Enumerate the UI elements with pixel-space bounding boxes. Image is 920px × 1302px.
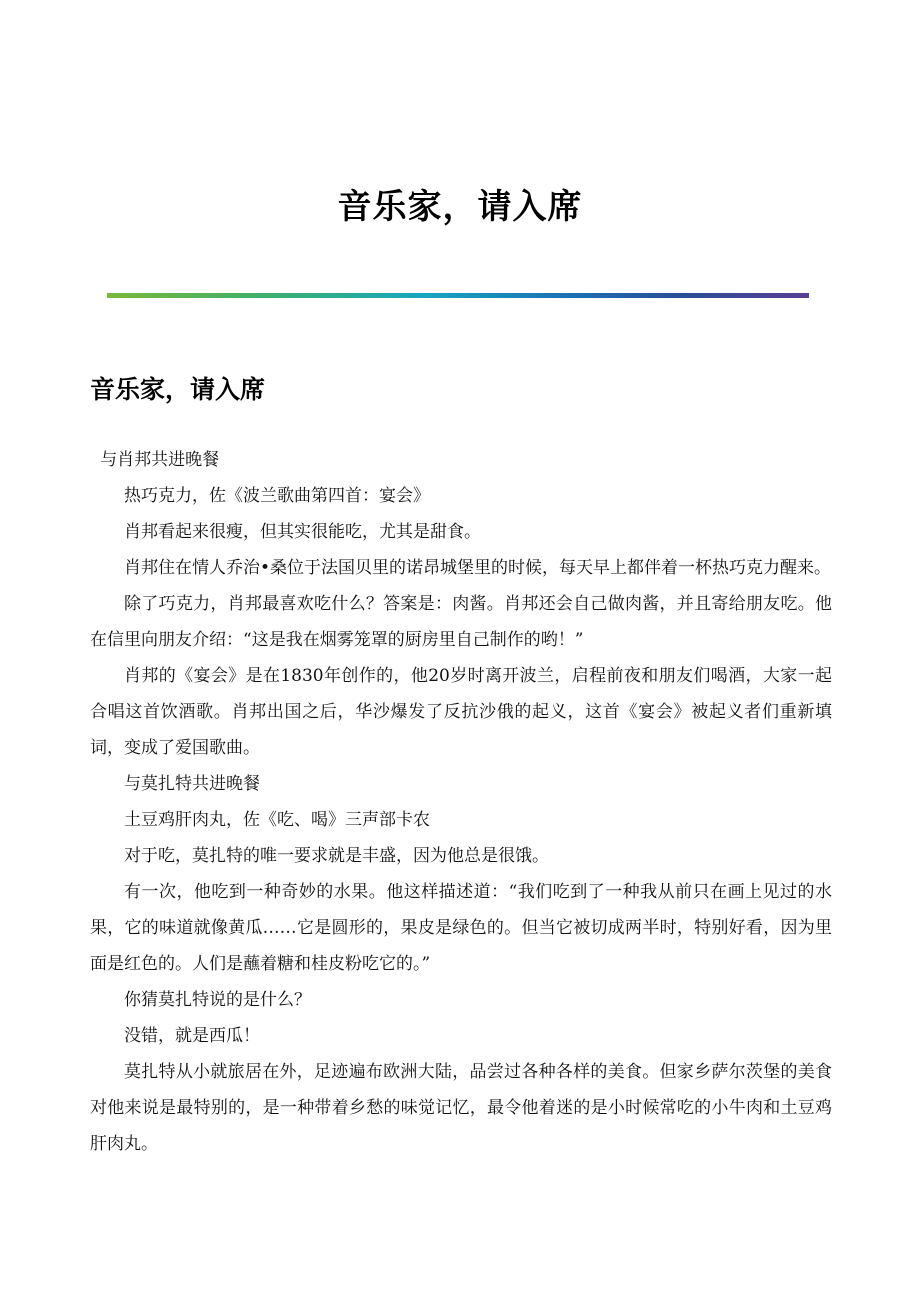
paragraph: 肖邦看起来很瘦，但其实很能吃，尤其是甜食。 (124, 522, 481, 542)
paragraph: 肖邦住在情人乔治•桑位于法国贝里的诺昂城堡里的时候，每天早上都伴着一杯热巧克力醒来。 (124, 558, 832, 578)
article-body (90, 442, 832, 1162)
paragraph: 热巧克力，佐《波兰歌曲第四首：宴会》 (124, 486, 430, 506)
paragraph-subheading: 与肖邦共进晚餐 (100, 450, 220, 470)
paragraph: 除了巧克力，肖邦最喜欢吃什么？答案是：肉酱。肖邦还会自己做肉酱，并且寄给朋友吃。他在信里向朋友介绍：“这是我在烟雾笼罩的厨房里自己制作的哟！” (90, 594, 832, 650)
paragraph: 你猜莫扎特说的是什么？ (124, 990, 311, 1010)
title-divider (107, 293, 809, 298)
paragraph: 莫扎特从小就旅居在外，足迹遍布欧洲大陆，品尝过各种各样的美食。但家乡萨尔茨堡的美食对他来说是最特别的，是一种带着乡愁的味觉记忆，最令他着迷的是小时候常吃的小牛肉和土豆鸡肝肉丸。 (90, 1062, 832, 1154)
document-title: 音乐家，请入席 (337, 187, 583, 227)
paragraph: 肖邦的《宴会》是在1830年创作的，他20岁时离开波兰，启程前夜和朋友们喝酒，大家一起合唱这首饮酒歌。肖邦出国之后，华沙爆发了反抗沙俄的起义，这首《宴会》被起义者们重新填词，变成了爱国歌曲。 (90, 666, 832, 758)
paragraph: 没错，就是西瓜！ (124, 1026, 260, 1046)
section-heading: 音乐家，请入席 (90, 375, 266, 404)
paragraph-subheading: 与莫扎特共进晚餐 (124, 774, 260, 794)
paragraph: 有一次，他吃到一种奇妙的水果。他这样描述道：“我们吃到了一种我从前只在画上见过的水果，它的味道就像黄瓜……它是圆形的，果皮是绿色的。但当它被切成两半时，特别好看，因为里面是红色的。人们是蘸着糖和桂皮粉吃它的。” (90, 882, 832, 974)
paragraph: 土豆鸡肝肉丸，佐《吃、喝》三声部卡农 (124, 810, 430, 830)
paragraph: 对于吃，莫扎特的唯一要求就是丰盛，因为他总是很饿。 (124, 846, 549, 866)
